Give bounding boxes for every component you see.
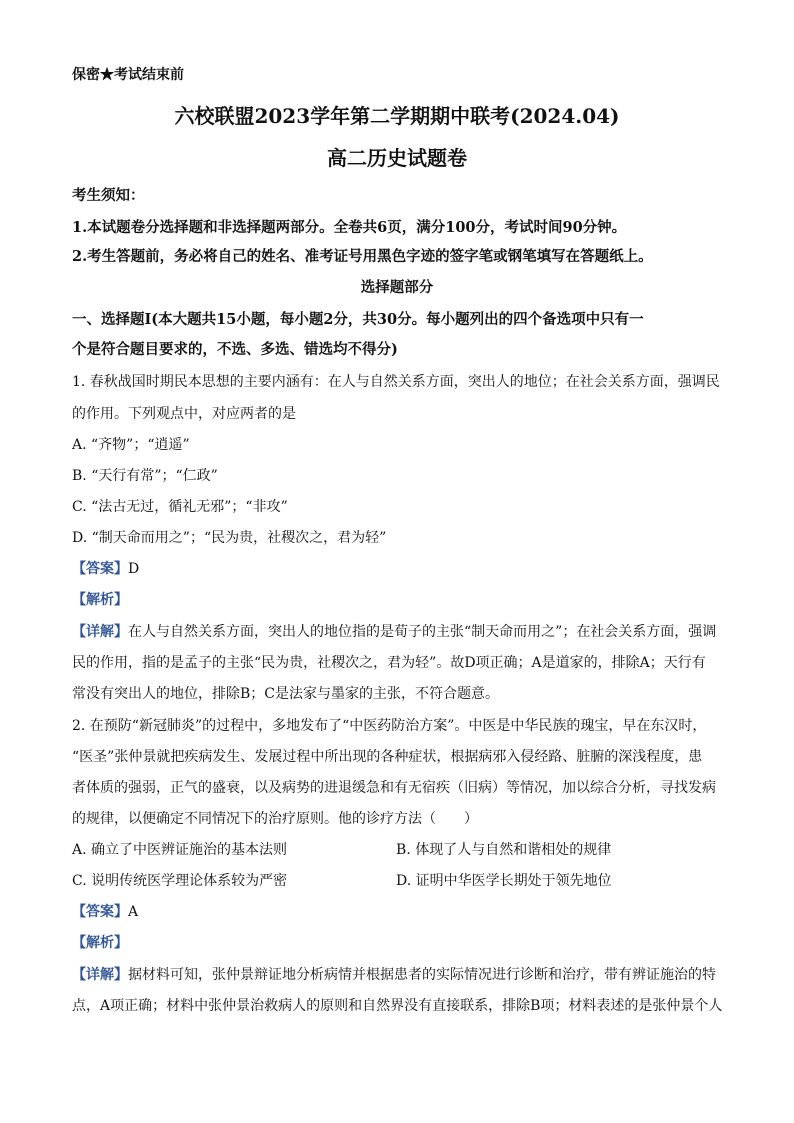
q1-detail-line-3: 常没有突出人的地位，排除B；C是法家与墨家的主张，不符合题意。	[72, 686, 499, 702]
exam-title: 六校联盟2023学年第二学期期中联考(2024.04)	[174, 104, 620, 128]
q2-option-c: C. 说明传统医学理论体系较为严密	[72, 873, 288, 889]
q2-stem-line-4: 的规律，以便确定不同情况下的治疗原则。他的诊疗方法（ ）	[72, 811, 478, 827]
q2-detail-line-1	[72, 964, 732, 984]
q2-analysis	[72, 932, 732, 952]
q2-stem-line-1: 2. 在预防“新冠肺炎”的过程中，多地发布了“中医药防治方案”。中医是中华民族的瑰宝，早在东汉时，	[72, 718, 707, 734]
q2-detail-text-1: 据材料可知，张仲景辩证地分析病情并根据患者的实际情况进行诊断和治疗，带有辨证施治的特	[128, 967, 716, 983]
q1-stem-line-2: 的作用。下列观点中，对应两者的是	[72, 406, 296, 422]
q2-stem-line-2: “医圣”张仲景就把疾病发生、发展过程中所出现的各种症状，根据病邪入侵经路、脏腑的深浅程度，患	[72, 749, 703, 765]
q1-stem-line-1: 1. 春秋战国时期民本思想的主要内涵有：在人与自然关系方面，突出人的地位；在社会关系方面，强调民	[72, 374, 720, 390]
section-instruction-line-1: 一、选择题Ⅰ(本大题共15小题，每小题2分，共30分。每小题列出的四个备选项中只有一	[72, 311, 644, 328]
q1-option-a: A. “齐物”；“逍遥”	[72, 437, 190, 453]
q2-answer-tag: 【答案】	[72, 904, 128, 920]
q2-analysis-tag: 【解析】	[72, 935, 128, 951]
q1-detail-line-2: 民的作用，指的是孟子的主张“民为贵，社稷次之，君为轻”。故D项正确；A是道家的，排除A；天行有	[72, 655, 706, 671]
q1-detail-line-1	[72, 621, 732, 641]
notice-heading: 考生须知：	[72, 187, 145, 204]
q2-option-b: B. 体现了人与自然和谐相处的规律	[396, 842, 612, 858]
q1-option-c: C. “法古无过，循礼无邪”；“非攻”	[72, 499, 288, 515]
secret-mark: 保密★考试结束前	[72, 67, 184, 83]
q1-option-d: D. “制天命而用之”；“民为贵，社稷次之，君为轻”	[72, 530, 387, 546]
q2-answer-value: A	[128, 904, 139, 920]
q1-detail-text-1: 在人与自然关系方面，突出人的地位指的是荀子的主张“制天命而用之”；在社会关系方面，强调	[128, 624, 717, 640]
q1-analysis	[72, 589, 732, 609]
exam-subtitle: 高二历史试题卷	[327, 146, 467, 170]
q2-option-d: D. 证明中华医学长期处于领先地位	[396, 873, 612, 889]
q2-stem-line-3: 者体质的强弱，正气的盛衰，以及病势的进退缓急和有无宿疾（旧病）等情况，加以综合分析，寻找发病	[72, 780, 716, 796]
q1-analysis-tag: 【解析】	[72, 592, 128, 608]
section-title: 选择题部分	[360, 279, 434, 296]
q1-answer-tag: 【答案】	[72, 561, 128, 577]
notice-item-1: 1.本试题卷分选择题和非选择题两部分。全卷共6页，满分100分，考试时间90分钟。	[72, 219, 627, 236]
q1-answer	[72, 558, 732, 578]
q2-detail-line-2: 点，A项正确；材料中张仲景治救病人的原则和自然界没有直接联系，排除B项；材料表述的是张仲景个人	[72, 998, 723, 1014]
q2-answer	[72, 901, 732, 921]
q1-detail-tag: 【详解】	[72, 624, 128, 640]
section-instruction-line-2: 个是符合题目要求的，不选、多选、错选均不得分)	[72, 341, 398, 358]
q1-answer-value: D	[128, 561, 140, 577]
notice-item-2: 2.考生答题前，务必将自己的姓名、准考证号用黑色字迹的签字笔或钢笔填写在答题纸上。	[72, 248, 653, 265]
q2-detail-tag: 【详解】	[72, 967, 128, 983]
q1-option-b: B. “天行有常”；“仁政”	[72, 468, 218, 484]
q2-option-a: A. 确立了中医辨证施治的基本法则	[72, 842, 288, 858]
